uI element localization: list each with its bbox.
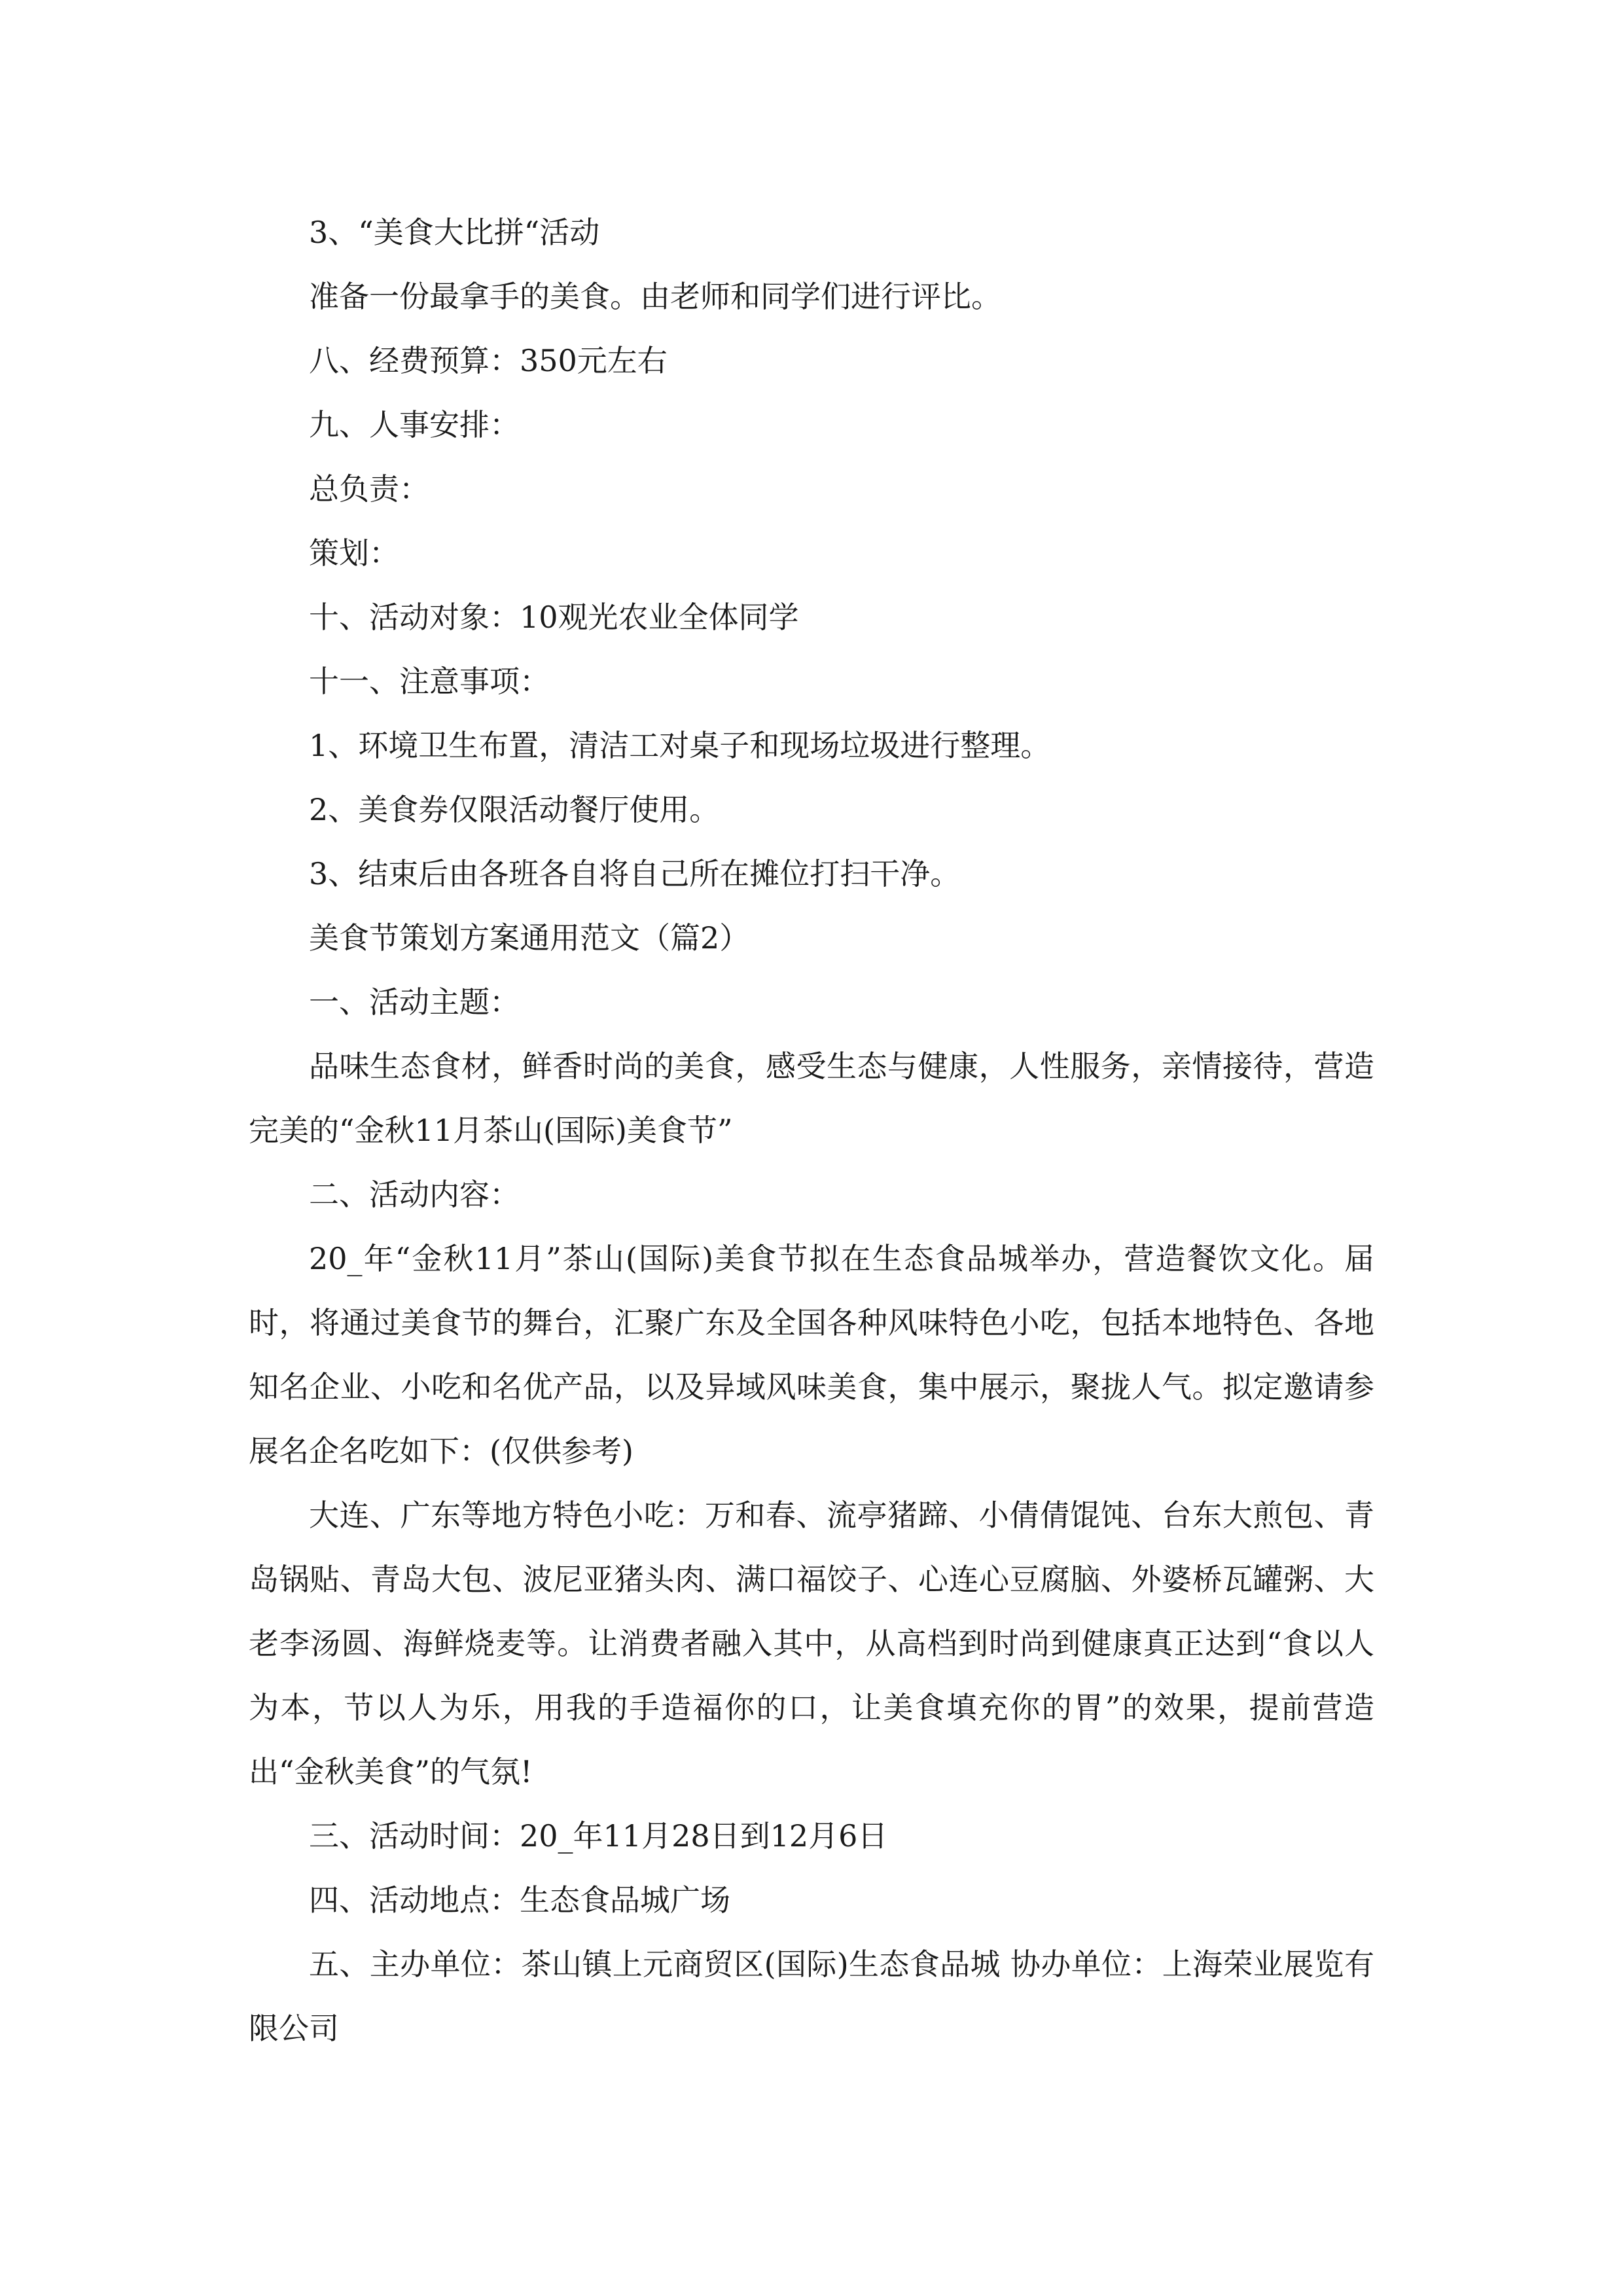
section-title: 美食节策划方案通用范文（篇2） <box>309 920 750 956</box>
paragraph: 二、活动内容： <box>309 1177 520 1212</box>
paragraph: 九、人事安排： <box>309 407 520 442</box>
document-body <box>249 200 1374 2060</box>
paragraph: 一、活动主题： <box>309 984 520 1020</box>
paragraph: 2、美食券仅限活动餐厅使用。 <box>309 792 720 827</box>
paragraph: 大连、广东等地方特色小吃：万和春、流亭猪蹄、小倩倩馄饨、台东大煎包、青岛锅贴、青岛大包、波尼亚猪头肉、满口福饺子、心连心豆腐脑、外婆桥瓦罐粥、大老李汤圆、海鲜烧麦等。让消费者融入其中，从高档到时尚到健康真正达到“食以人为本，节以人为乐，用我的手造福你的口，让美食填充你的胃”的效果，提前营造出“金秋美食”的气氛! <box>249 1498 1374 1789</box>
paragraph: 十、活动对象：10观光农业全体同学 <box>309 600 799 635</box>
paragraph: 策划： <box>309 535 399 571</box>
paragraph: 20_年“金秋11月”茶山(国际)美食节拟在生态食品城举办，营造餐饮文化。届时，将通过美食节的舞台，汇聚广东及全国各种风味特色小吃，包括本地特色、各地知名企业、小吃和名优产品，以及异域风味美食，集中展示，聚拢人气。拟定邀请参展名企名吃如下：(仅供参考) <box>249 1241 1374 1469</box>
paragraph: 八、经费预算：350元左右 <box>309 343 668 378</box>
paragraph: 五、主办单位：茶山镇上元商贸区(国际)生态食品城 协办单位：上海荣业展览有限公司 <box>249 1946 1374 2046</box>
paragraph: 3、结束后由各班各自将自己所在摊位打扫干净。 <box>309 856 961 891</box>
paragraph: 品味生态食材，鲜香时尚的美食，感受生态与健康，人性服务，亲情接待，营造完美的“金秋11月茶山(国际)美食节” <box>249 1049 1374 1148</box>
paragraph: 总负责： <box>309 471 429 507</box>
paragraph: 1、环境卫生布置，清洁工对桌子和现场垃圾进行整理。 <box>309 728 1051 763</box>
paragraph: 四、活动地点：生态食品城广场 <box>309 1882 730 1918</box>
paragraph: 3、“美食大比拼“活动 <box>309 215 600 250</box>
paragraph: 三、活动时间：20_年11月28日到12月6日 <box>309 1818 888 1854</box>
paragraph: 准备一份最拿手的美食。由老师和同学们进行评比。 <box>309 279 1001 314</box>
paragraph: 十一、注意事项： <box>309 664 550 699</box>
